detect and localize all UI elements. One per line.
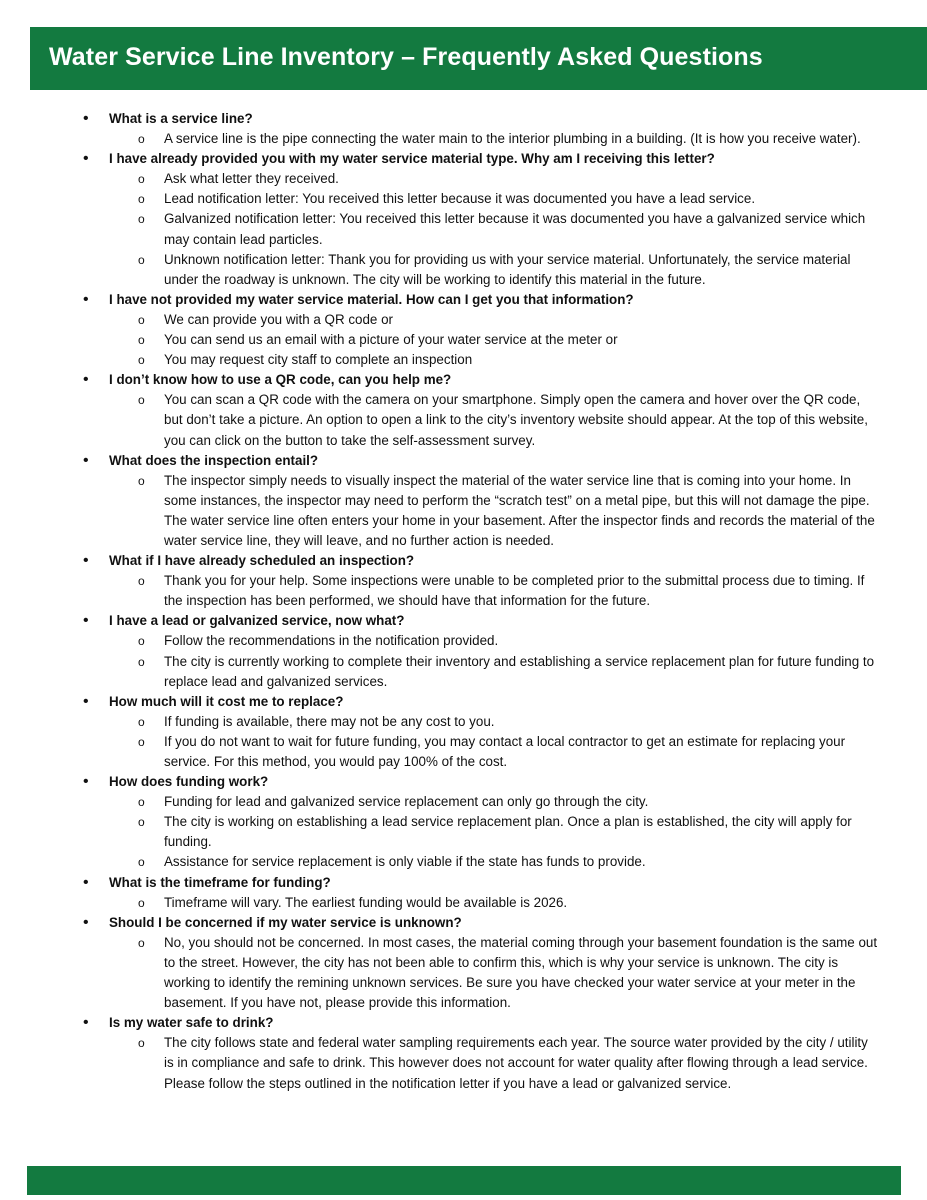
faq-answer-list	[109, 571, 880, 611]
faq-answer: o Thank you for your help. Some inspections were unable to be completed prior to the submittal process due to timing. If the inspection has been performed, we should have that information for the future.	[109, 571, 880, 611]
faq-item	[80, 611, 880, 691]
faq-answer: o We can provide you with a QR code or	[109, 310, 880, 330]
faq-question: • I have already provided you with my water service material type. Why am I receiving this letter?	[109, 151, 715, 167]
header-banner	[30, 27, 927, 90]
faq-list	[80, 109, 880, 1094]
faq-question: • How does funding work?	[109, 774, 269, 790]
faq-answer: o Follow the recommendations in the notification provided.	[109, 631, 880, 651]
faq-answer: o The inspector simply needs to visually inspect the material of the water service line that is coming into your home. In some instances, the inspector may need to perform the “scratch test” on a metal pipe, but this will not damage the pipe. The water service line often enters your home in your basement. After the inspector finds and records the material of the water service line, they will leave, and no further action is needed.	[109, 471, 880, 551]
faq-question: • Should I be concerned if my water service is unknown?	[109, 914, 462, 930]
faq-answer: o Galvanized notification letter: You received this letter because it was documented you have a galvanized service which may contain lead particles.	[109, 209, 880, 249]
faq-answer: o Unknown notification letter: Thank you for providing us with your service material. Unfortunately, the service material under the roadway is unknown. The city will be working to identify this material in the future.	[109, 250, 880, 290]
faq-item	[80, 551, 880, 611]
faq-answer: o Ask what letter they received.	[109, 169, 880, 189]
faq-item	[80, 1013, 880, 1093]
faq-question: • What does the inspection entail?	[109, 452, 319, 468]
faq-answer: o The city follows state and federal water sampling requirements each year. The source water provided by the city / utility is in compliance and safe to drink. This however does not account for water quality after flowing through a lead service. Please follow the steps outlined in the notification letter if you have a lead or galvanized service.	[109, 1033, 880, 1093]
faq-answer-list	[109, 390, 880, 450]
faq-question: • What is the timeframe for funding?	[109, 874, 331, 890]
faq-answer: o If you do not want to wait for future funding, you may contact a local contractor to get an estimate for replacing your service. For this method, you would pay 100% of the cost.	[109, 732, 880, 772]
page-title: Water Service Line Inventory – Frequently Asked Questions	[49, 43, 763, 71]
faq-answer: o A service line is the pipe connecting the water main to the interior plumbing in a building. (It is how you receive water).	[109, 129, 880, 149]
faq-answer: o You may request city staff to complete an inspection	[109, 350, 880, 370]
faq-answer: o You can send us an email with a picture of your water service at the meter or	[109, 330, 880, 350]
faq-item	[80, 109, 880, 149]
faq-question: • I don’t know how to use a QR code, can you help me?	[109, 372, 452, 388]
faq-question: • I have a lead or galvanized service, now what?	[109, 613, 405, 629]
faq-answer-list	[109, 169, 880, 290]
faq-answer: o No, you should not be concerned. In most cases, the material coming through your basement foundation is the same out to the street. However, the city has not been able to confirm this, which is why your service is unknown. The city is working to identify the remining unknown services. Be sure you have checked your water service at your meter in the basement. If you have not, please provide this information.	[109, 933, 880, 1013]
faq-item	[80, 370, 880, 450]
faq-answer: o Timeframe will vary. The earliest funding would be available is 2026.	[109, 893, 880, 913]
faq-answer: o The city is currently working to complete their inventory and establishing a service replacement plan for future funding to replace lead and galvanized services.	[109, 652, 880, 692]
faq-answer: o The city is working on establishing a lead service replacement plan. Once a plan is established, the city will apply for funding.	[109, 812, 880, 852]
faq-answer-list	[109, 310, 880, 370]
faq-answer-list	[109, 792, 880, 872]
faq-question: • I have not provided my water service material. How can I get you that information?	[109, 291, 634, 307]
faq-item	[80, 149, 880, 290]
faq-answer-list	[109, 933, 880, 1013]
faq-answer-list	[109, 712, 880, 772]
faq-question: • What if I have already scheduled an inspection?	[109, 553, 415, 569]
faq-answer: o Assistance for service replacement is only viable if the state has funds to provide.	[109, 852, 880, 872]
faq-answer-list	[109, 1033, 880, 1093]
faq-answer: o If funding is available, there may not be any cost to you.	[109, 712, 880, 732]
faq-question: • What is a service line?	[109, 111, 253, 126]
faq-answer-list	[109, 631, 880, 691]
faq-question: • Is my water safe to drink?	[109, 1015, 274, 1031]
faq-item	[80, 692, 880, 772]
faq-answer-list	[109, 471, 880, 551]
faq-answer: o Funding for lead and galvanized service replacement can only go through the city.	[109, 792, 880, 812]
faq-item	[80, 451, 880, 551]
faq-item	[80, 772, 880, 872]
faq-item	[80, 913, 880, 1013]
faq-answer-list	[109, 893, 880, 913]
faq-answer-list	[109, 129, 880, 149]
faq-answer: o Lead notification letter: You received this letter because it was documented you have a lead service.	[109, 189, 880, 209]
faq-question: • How much will it cost me to replace?	[109, 693, 344, 709]
footer-banner	[27, 1166, 901, 1195]
faq-item	[80, 873, 880, 913]
faq-item	[80, 290, 880, 370]
faq-answer: o You can scan a QR code with the camera on your smartphone. Simply open the camera and hover over the QR code, but don’t take a picture. An option to open a link to the city’s inventory website should appear. At the top of this website, you can click on the button to take the self-assessment survey.	[109, 390, 880, 450]
